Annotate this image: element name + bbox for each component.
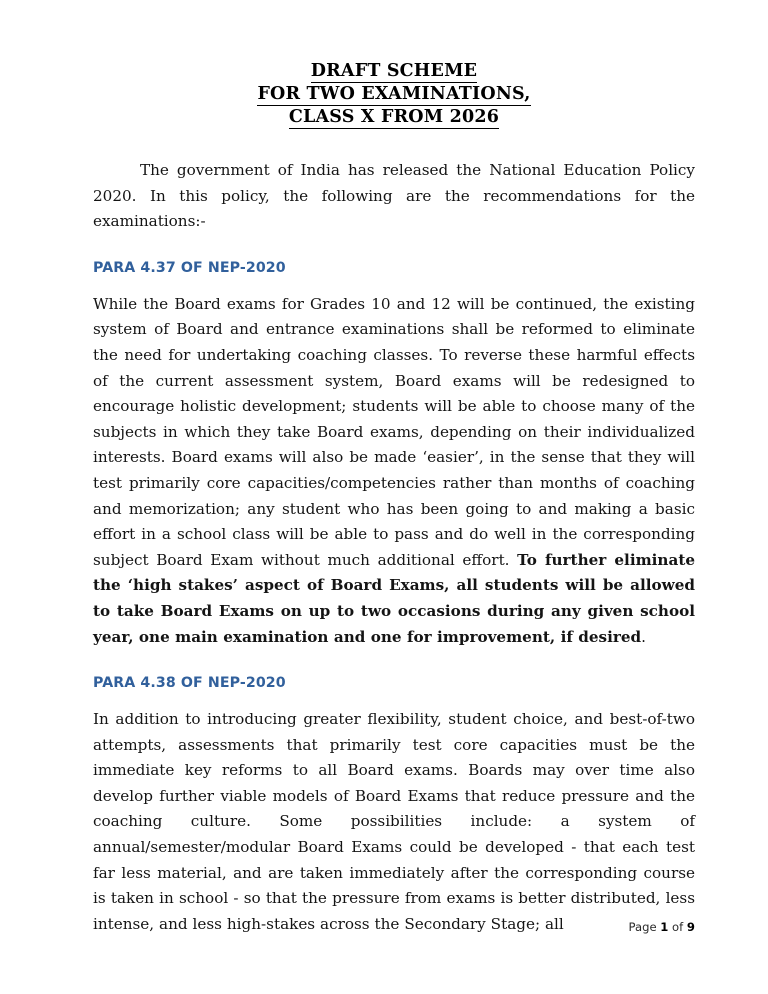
footer-current-page: 1 bbox=[660, 920, 669, 934]
section-437-text-normal-2: . bbox=[641, 627, 646, 646]
section-body-para-438 bbox=[93, 707, 695, 937]
title-line-3 bbox=[93, 106, 695, 129]
footer-of-label: of bbox=[672, 920, 684, 934]
section-body-para-437 bbox=[93, 292, 695, 650]
document-content bbox=[93, 60, 695, 937]
page-footer bbox=[93, 919, 695, 935]
title-line-1-text: DRAFT SCHEME bbox=[310, 61, 478, 81]
footer-page-label: Page bbox=[628, 920, 657, 934]
intro-paragraph: The government of India has released the National Education Policy 2020. In this policy, the following are the recommendations for the examinations:- bbox=[93, 161, 695, 231]
section-heading-para-437: PARA 4.37 OF NEP-2020 bbox=[93, 259, 286, 276]
section-437-text-bold: To further eliminate the ‘high stakes’ aspect of Board Exams, all students will be allowed to take Board Exams on up to two occasions during any given school year, one main examination and one for improvement, if desired bbox=[93, 550, 695, 646]
title-line-1 bbox=[93, 60, 695, 83]
page-title bbox=[93, 60, 695, 129]
section-heading-para-438: PARA 4.38 OF NEP-2020 bbox=[93, 675, 286, 692]
title-line-2-text: FOR TWO EXAMINATIONS, bbox=[257, 84, 531, 104]
title-line-2 bbox=[93, 83, 695, 106]
section-437-text-normal-1: While the Board exams for Grades 10 and 12 will be continued, the existing system of Board and entrance examinations shall be reformed to eliminate the need for undertaking coaching classes. To reverse these harmful effects of the current assessment system, Board exams will be redesigned to encourage holistic development; students will be able to choose many of the subjects in which they take Board exams, depending on their individualized interests. Board exams will also be made ‘easier’, in the sense that they will test primarily core capacities/competencies rather than months of coaching and memorization; any student who has been going to and making a basic effort in a school class will be able to pass and do well in the corresponding subject Board Exam without much additional effort. bbox=[93, 294, 695, 569]
section-438-text-normal-1: In addition to introducing greater flexibility, student choice, and best-of-two attempts, assessments that primarily test core capacities must be the immediate key reforms to all Board exams. Boards may over time also develop further viable models of Board Exams that reduce pressure and the coaching culture. Some possibilities include: a system of annual/semester/modular Board Exams could be developed - that each test far less material, and are taken immediately after the corresponding course is taken in school - so that the pressure from exams is better distributed, less intense, and less high-stakes across the Secondary Stage; all bbox=[93, 710, 695, 933]
footer-total-pages: 9 bbox=[686, 920, 695, 934]
title-line-3-text: CLASS X FROM 2026 bbox=[288, 107, 500, 127]
